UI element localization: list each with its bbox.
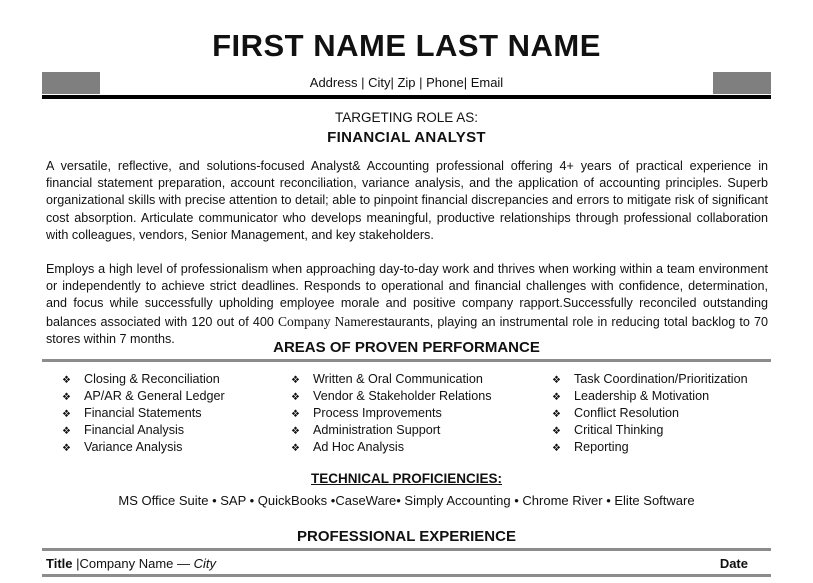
job-city: City (193, 556, 217, 571)
summary-paragraph-2 (46, 261, 768, 348)
experience-heading: PROFESSIONAL EXPERIENCE (297, 528, 516, 545)
header-divider (42, 95, 771, 99)
diamond-bullet-icon: ❖ (62, 375, 71, 386)
skills-column-1 (62, 372, 225, 457)
diamond-bullet-icon: ❖ (62, 426, 71, 437)
skill-item: ❖ Conflict Resolution (552, 406, 679, 420)
skill-item: ❖ Leadership & Motivation (552, 389, 710, 403)
candidate-name: FIRST NAME LAST NAME (212, 28, 601, 63)
job-divider (42, 574, 771, 577)
diamond-bullet-icon: ❖ (62, 392, 71, 403)
skill-item: ❖ Vendor & Stakeholder Relations (291, 389, 492, 403)
diamond-bullet-icon: ❖ (552, 409, 561, 420)
skill-item: ❖ Critical Thinking (552, 423, 664, 437)
skill-item: ❖ Task Coordination/Prioritization (552, 372, 748, 386)
technical-heading: TECHNICAL PROFICIENCIES: (310, 471, 502, 486)
skill-item: ❖ Closing & Reconciliation (62, 372, 220, 386)
diamond-bullet-icon: ❖ (291, 426, 300, 437)
experience-divider (42, 548, 771, 551)
contact-bar (42, 72, 771, 96)
target-role: FINANCIAL ANALYST (327, 129, 486, 146)
diamond-bullet-icon: ❖ (291, 375, 300, 386)
skill-item: ❖ Process Improvements (291, 406, 442, 420)
skill-item: ❖ Financial Statements (62, 406, 202, 420)
diamond-bullet-icon: ❖ (291, 392, 300, 403)
diamond-bullet-icon: ❖ (62, 443, 71, 454)
job-date: Date (719, 556, 748, 571)
skill-item: ❖ AP/AR & General Ledger (62, 389, 225, 403)
diamond-bullet-icon: ❖ (552, 375, 561, 386)
skill-item: ❖ Reporting (552, 440, 629, 454)
areas-heading: AREAS OF PROVEN PERFORMANCE (273, 339, 540, 356)
skill-item: ❖ Written & Oral Communication (291, 372, 483, 386)
decorative-block-right (713, 72, 771, 94)
contact-info: Address | City| Zip | Phone| Email (309, 75, 504, 90)
summary-paragraph-2-end: restaurants, playing an instrumental role in reducing total backlog to 70 stores within 7 months. (46, 314, 768, 346)
diamond-bullet-icon: ❖ (291, 443, 300, 454)
diamond-bullet-icon: ❖ (291, 409, 300, 420)
job-title-row (46, 556, 768, 571)
skill-item: ❖ Ad Hoc Analysis (291, 440, 404, 454)
skills-column-2 (291, 372, 492, 457)
summary-company-name: Company Name (278, 313, 367, 329)
job-title: Title (46, 556, 73, 571)
company-name: |Company Name — (72, 556, 194, 571)
technical-list: MS Office Suite • SAP • QuickBooks •CaseWare• Simply Accounting • Chrome River • Elite Software (118, 493, 695, 508)
areas-divider (42, 359, 771, 362)
skills-column-3 (552, 372, 748, 457)
diamond-bullet-icon: ❖ (552, 426, 561, 437)
diamond-bullet-icon: ❖ (552, 443, 561, 454)
summary-paragraph-2-start: Employs a high level of professionalism when approaching day-to-day work and thrives when working within a team environment or independently to achieve strict deadlines. Responds to operational and financial challenges with confidence, determination, and focus while successfully upholding employee morale and positive company rapport.Successfully reconciled outstanding balances associated with 120 out of 400 (46, 262, 768, 329)
summary-paragraph-1: A versatile, reflective, and solutions-focused Analyst& Accounting professional offering 4+ years of practical experience in financial statement preparation, account reconciliation, variance analysis, and the application of accounting principles. Superb organizational skills with precise attention to detail; able to pinpoint financial discrepancies and errors to mitigate risk of significant cost absorption. Articulate communicator who develops meaningful, productive relationships through professional collaboration with colleagues, vendors, Senior Management, and key stakeholders. (46, 159, 768, 242)
diamond-bullet-icon: ❖ (552, 392, 561, 403)
skill-item: ❖ Financial Analysis (62, 423, 185, 437)
targeting-label: TARGETING ROLE AS: (334, 110, 479, 125)
skill-item: ❖ Variance Analysis (62, 440, 183, 454)
diamond-bullet-icon: ❖ (62, 409, 71, 420)
skill-item: ❖ Administration Support (291, 423, 441, 437)
